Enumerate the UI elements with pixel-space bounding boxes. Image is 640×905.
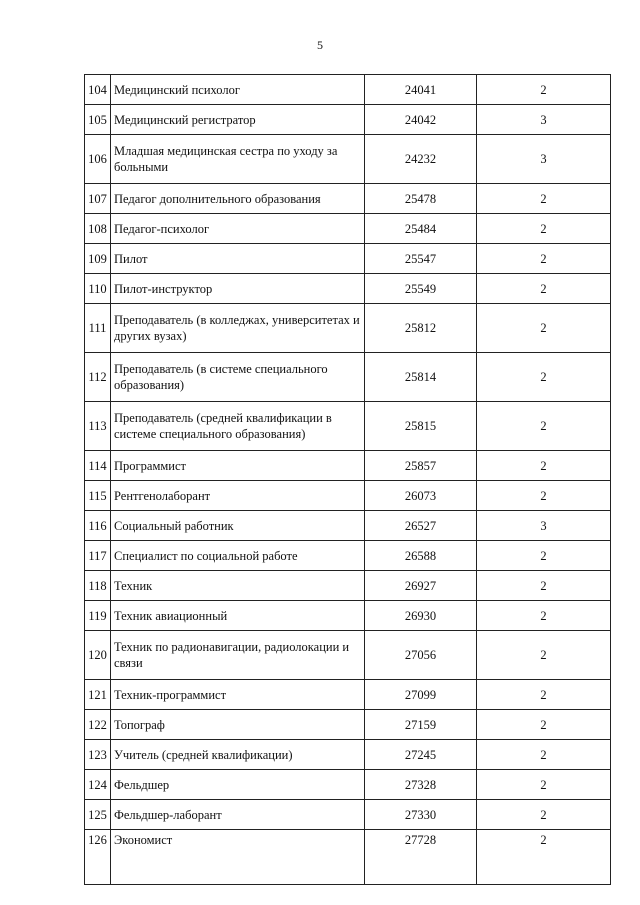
profession-code: 25547 <box>365 244 477 274</box>
profession-name: Преподаватель (в колледжах, университетах и других вузах) <box>111 304 365 353</box>
row-value: 2 <box>477 244 611 274</box>
profession-code: 26930 <box>365 601 477 631</box>
profession-name: Техник <box>111 571 365 601</box>
row-value: 3 <box>477 511 611 541</box>
profession-name: Младшая медицинская сестра по уходу за больными <box>111 135 365 184</box>
profession-name: Техник авиационный <box>111 601 365 631</box>
row-value: 3 <box>477 105 611 135</box>
profession-code: 25484 <box>365 214 477 244</box>
table-row <box>85 800 611 830</box>
row-value: 2 <box>477 75 611 105</box>
table-row <box>85 135 611 184</box>
profession-code: 25812 <box>365 304 477 353</box>
row-number: 116 <box>85 511 111 541</box>
table-row <box>85 571 611 601</box>
profession-name: Рентгенолаборант <box>111 481 365 511</box>
row-number: 105 <box>85 105 111 135</box>
profession-code: 27099 <box>365 680 477 710</box>
table-row <box>85 184 611 214</box>
table-row <box>85 830 611 885</box>
table-row <box>85 244 611 274</box>
profession-name: Экономист <box>111 830 365 885</box>
row-value: 2 <box>477 680 611 710</box>
profession-name: Педагог-психолог <box>111 214 365 244</box>
row-value: 2 <box>477 571 611 601</box>
profession-code: 25814 <box>365 353 477 402</box>
table-row <box>85 105 611 135</box>
table-row <box>85 481 611 511</box>
row-value: 3 <box>477 135 611 184</box>
profession-name: Медицинский регистратор <box>111 105 365 135</box>
row-number: 120 <box>85 631 111 680</box>
table-row <box>85 75 611 105</box>
row-number: 125 <box>85 800 111 830</box>
profession-code: 26927 <box>365 571 477 601</box>
row-number: 124 <box>85 770 111 800</box>
profession-name: Преподаватель (средней квалификации в системе специального образования) <box>111 402 365 451</box>
table-row <box>85 353 611 402</box>
profession-code: 25478 <box>365 184 477 214</box>
row-value: 2 <box>477 601 611 631</box>
profession-name: Фельдшер-лаборант <box>111 800 365 830</box>
profession-name: Специалист по социальной работе <box>111 541 365 571</box>
profession-name: Пилот <box>111 244 365 274</box>
row-value: 2 <box>477 770 611 800</box>
row-value: 2 <box>477 631 611 680</box>
professions-table <box>84 74 611 885</box>
table-row <box>85 304 611 353</box>
profession-code: 24041 <box>365 75 477 105</box>
row-value: 2 <box>477 214 611 244</box>
profession-name: Техник-программист <box>111 680 365 710</box>
profession-name: Медицинский психолог <box>111 75 365 105</box>
row-number: 109 <box>85 244 111 274</box>
profession-name: Социальный работник <box>111 511 365 541</box>
row-number: 114 <box>85 451 111 481</box>
row-number: 110 <box>85 274 111 304</box>
profession-code: 25857 <box>365 451 477 481</box>
table-row <box>85 402 611 451</box>
row-number: 113 <box>85 402 111 451</box>
row-number: 122 <box>85 710 111 740</box>
table-row <box>85 710 611 740</box>
profession-name: Топограф <box>111 710 365 740</box>
row-value: 2 <box>477 451 611 481</box>
profession-name: Учитель (средней квалификации) <box>111 740 365 770</box>
profession-code: 26073 <box>365 481 477 511</box>
row-number: 118 <box>85 571 111 601</box>
profession-name: Пилот-инструктор <box>111 274 365 304</box>
row-number: 111 <box>85 304 111 353</box>
row-value: 2 <box>477 830 611 885</box>
profession-code: 26588 <box>365 541 477 571</box>
profession-code: 27056 <box>365 631 477 680</box>
table-row <box>85 770 611 800</box>
row-number: 108 <box>85 214 111 244</box>
profession-code: 24042 <box>365 105 477 135</box>
row-value: 2 <box>477 353 611 402</box>
table-row <box>85 451 611 481</box>
row-number: 107 <box>85 184 111 214</box>
row-number: 106 <box>85 135 111 184</box>
row-value: 2 <box>477 541 611 571</box>
table-row <box>85 631 611 680</box>
row-number: 126 <box>85 830 111 885</box>
row-value: 2 <box>477 710 611 740</box>
row-number: 117 <box>85 541 111 571</box>
row-number: 123 <box>85 740 111 770</box>
profession-name: Фельдшер <box>111 770 365 800</box>
row-value: 2 <box>477 740 611 770</box>
row-value: 2 <box>477 402 611 451</box>
row-number: 121 <box>85 680 111 710</box>
row-number: 115 <box>85 481 111 511</box>
profession-code: 27159 <box>365 710 477 740</box>
row-number: 119 <box>85 601 111 631</box>
table-row <box>85 680 611 710</box>
table-row <box>85 511 611 541</box>
row-value: 2 <box>477 800 611 830</box>
profession-name: Педагог дополнительного образования <box>111 184 365 214</box>
profession-code: 27328 <box>365 770 477 800</box>
table-body <box>85 75 611 885</box>
table-row <box>85 214 611 244</box>
row-value: 2 <box>477 481 611 511</box>
profession-code: 25549 <box>365 274 477 304</box>
profession-code: 24232 <box>365 135 477 184</box>
page-number: 5 <box>317 38 323 52</box>
table-row <box>85 274 611 304</box>
row-number: 104 <box>85 75 111 105</box>
profession-name: Программист <box>111 451 365 481</box>
row-value: 2 <box>477 304 611 353</box>
profession-code: 26527 <box>365 511 477 541</box>
table-row <box>85 740 611 770</box>
profession-name: Преподаватель (в системе специального образования) <box>111 353 365 402</box>
profession-code: 27728 <box>365 830 477 885</box>
profession-code: 27245 <box>365 740 477 770</box>
row-value: 2 <box>477 274 611 304</box>
table-row <box>85 601 611 631</box>
profession-code: 27330 <box>365 800 477 830</box>
row-number: 112 <box>85 353 111 402</box>
table-row <box>85 541 611 571</box>
profession-name: Техник по радионавигации, радиолокации и связи <box>111 631 365 680</box>
row-value: 2 <box>477 184 611 214</box>
profession-code: 25815 <box>365 402 477 451</box>
